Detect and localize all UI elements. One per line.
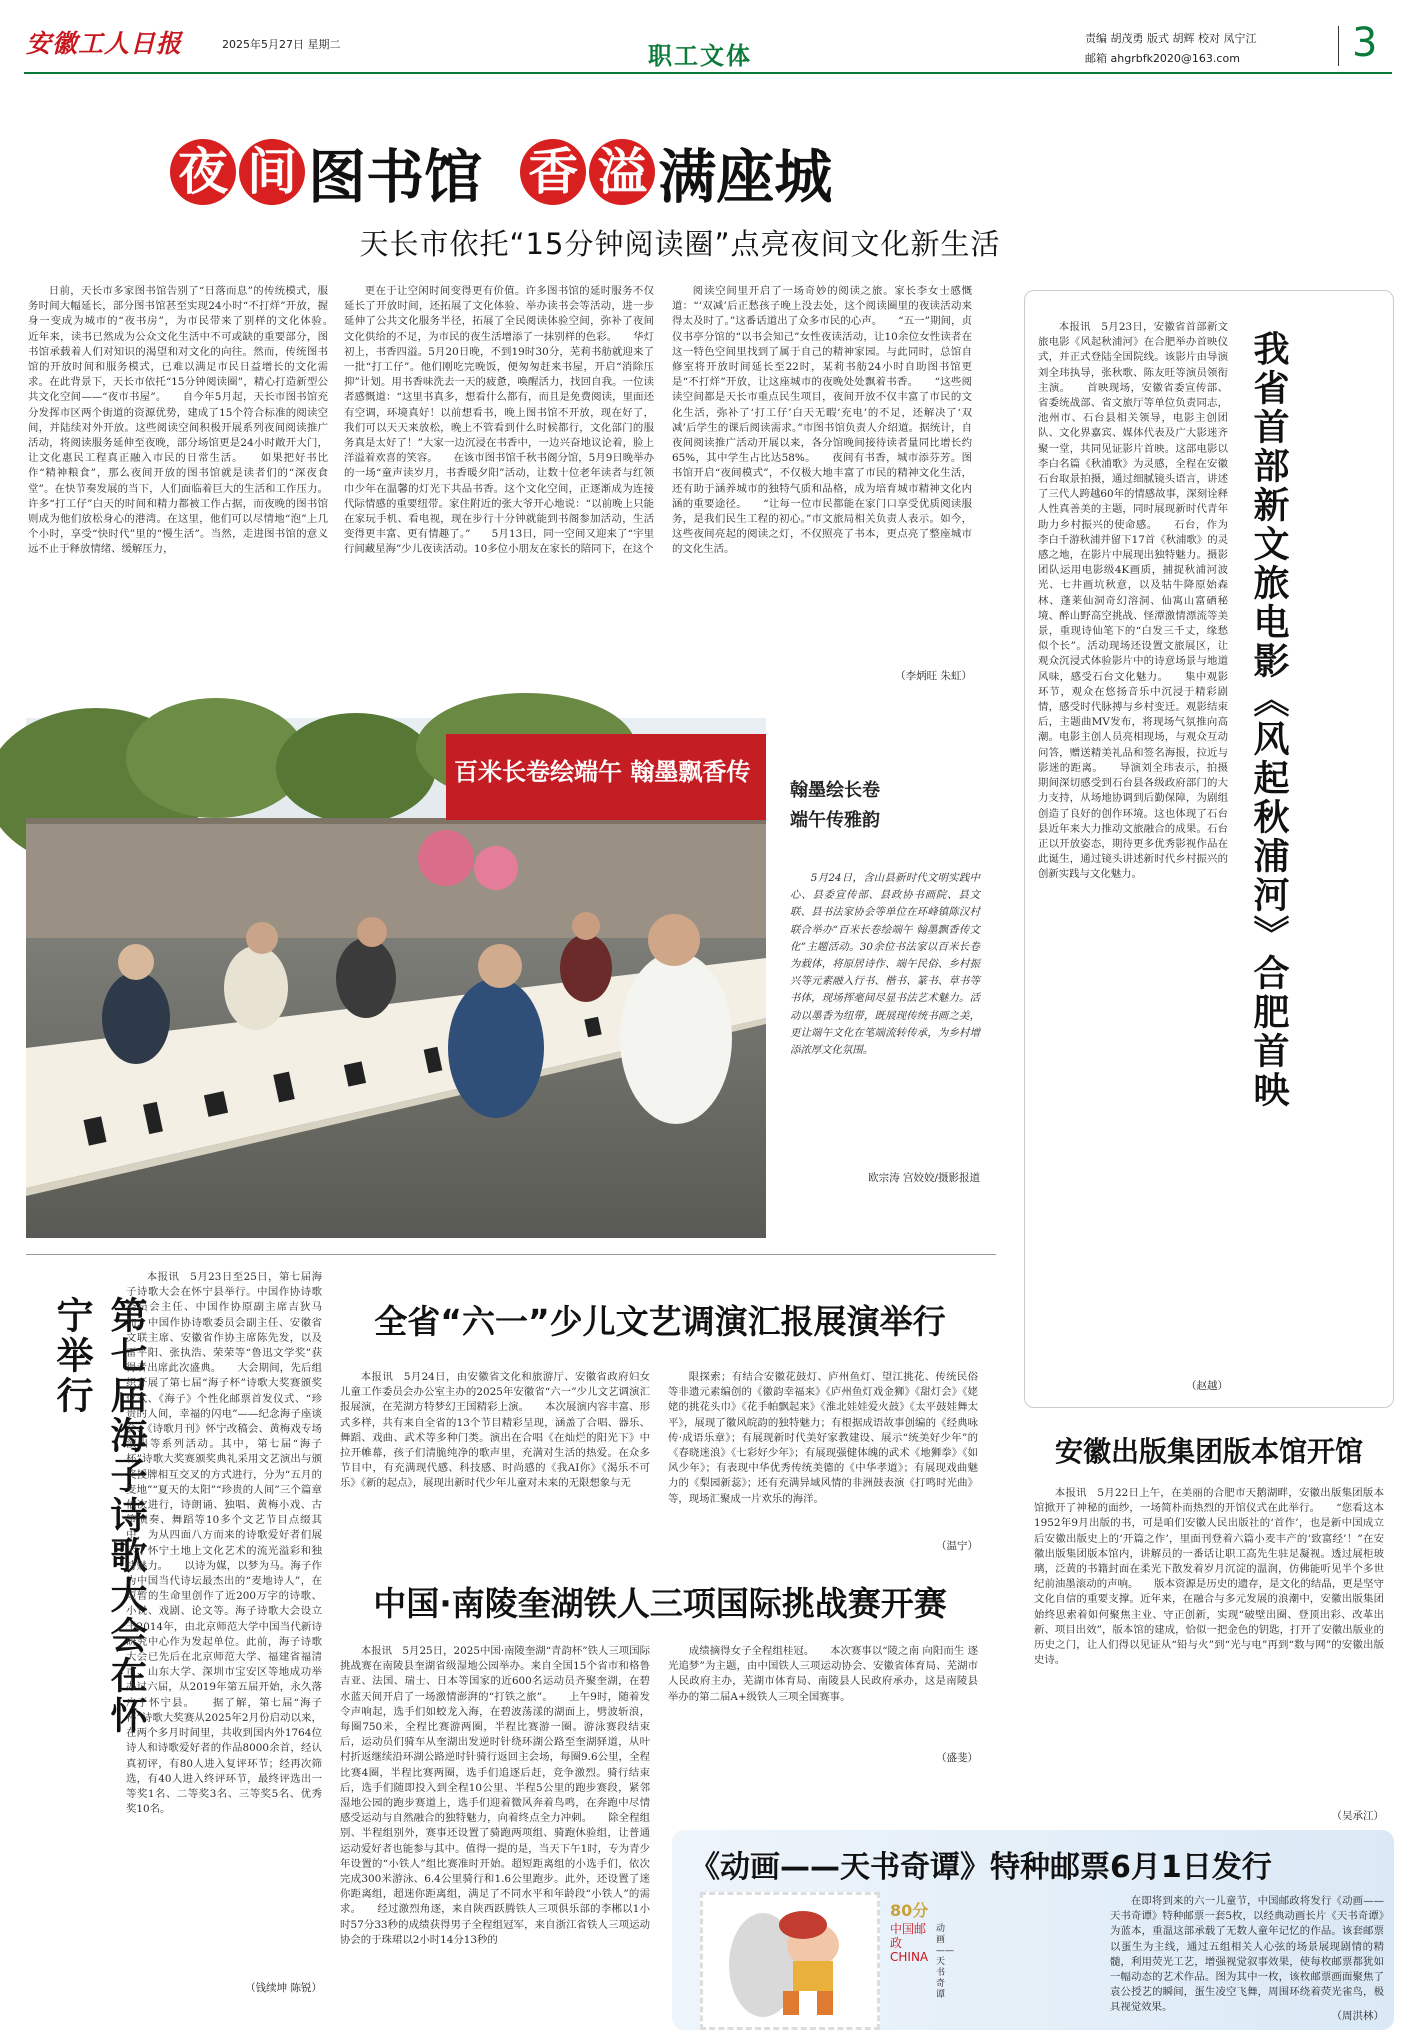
photo-banner-text: 百米长卷绘端午 翰墨飘香传 [454,758,751,786]
headline-circle-char: 溢 [589,139,655,205]
issue-date: 2025年5月27日 星期二 [222,38,341,51]
poetry-body: 本报讯 5月23日至25日，第七届海子诗歌大会在怀宁县举行。中国作协诗歌委员会主任、中国作协原副主席吉狄马加，中国作协诗歌委员会副主任、安徽省文联主席、安徽省作协主席陈先发，以及雷平阳、张执浩、荣荣等“鲁迅文学奖”获得者出席此次盛典。 大会期间，先后组织开展了第七届“海子杯”诗歌大奖赛颁奖仪式、《海子》个性化邮票首发仪式、“珍贵的人间，幸福的闪电”——纪念海子座谈会、《诗歌月刊》怀宁改稿会、黄梅戏专场演出等系列活动。其中，第七届“海子杯”诗歌大奖赛颁奖典礼采用文艺演出与颁奖授牌相互交叉的方式进行，分为“五月的麦地”“夏天的太阳”“珍贵的人间”三个篇章依次进行，诗朗诵、独唱、黄梅小戏、古筝演奏、舞蹈等10多个文艺节目点缀其中，为从四面八方而来的诗歌爱好者们展示了怀宁土地上文化艺术的流光溢彩和独特魅力。 以诗为媒，以梦为马。海子作为中国当代诗坛最杰出的“麦地诗人”，在短暂的生命里创作了近200万字的诗歌、小说、戏剧、论文等。海子诗歌大会设立于2014年，由北京师范大学中国当代新诗研究中心作为发起单位。此前，海子诗歌大会已先后在北京师范大学、福建省福清市、山东大学、深圳市宝安区等地成功举办过六届，从2019年第五届开始，永久落户于怀宁县。 据了解，第七届“海子杯”诗歌大奖赛从2025年2月份启动以来，在两个多月时间里，共收到国内外1764位诗人和诗歌爱好者的作品8000余首，经认真初评，有80人进入复评环节；经再次筛选，有40人进入终评环节，最终评选出一等奖1名、二等奖3名、三等奖5名、优秀奖10名。 [126,1271,322,1816]
lead-column-1: 日前，天长市多家图书馆告别了“日落而息”的传统模式，服务时间大幅延长，部分图书馆甚至实现24小时“不打烊”开放，握身一变成为城市的“夜书房”，为市民带来了别样的文化体验。 近年来，读书已然成为公众文化生活中不可或缺的重要部分，图书馆承载着人们对知识的渴望和对文化的向往。然而，传统图书馆的开放时间和服务模式，已难以满足市民日益增长的文化需求。在此背景下，天长市依托“15分钟阅读圈”，精心打造新型公共文化空间——“夜市书屋”。 自今年5月起，天长市图书馆充分发挥市区两个街道的资源优势，建成了15个符合标准的阅读空间，并陆续对外开放。这些阅读空间积极开展系列夜间阅读推广活动，将阅读服务延伸至夜晚，部分场馆更是24小时敞开大门，让文化惠民工程真正融入市民的日常生活。 如果把好书比作“精神粮食”，那么夜间开放的图书馆就是读者们的“深夜食堂”。在快节奏发展的当下，人们面临着巨大的生活和工作压力。许多“打工仔”白天的时间和精力都被工作占据，而夜晚的图书馆则成为他们放松身心的港湾。在这里，他们可以尽情地“泡”上几个小时，享受“快时代”里的“慢生活”。当然，走进图书馆的意义远不止于释放情绪、缓解压力， [28,285,349,556]
stamp-art [703,1895,877,2027]
masthead-logo: 安徽工人日报 [26,29,183,58]
triathlon-column-2: 成绩摘得女子全程组桂冠。 本次赛事以“陵之南 向阳而生 逐光追梦”为主题，由中国铁人三项运动协会、安徽省体育局、芜湖市人民政府主办，芜湖市体育局、南陵县人民政府承办，这是南陵县举办的第二届A+级铁人三项全国赛事。 [668,1645,978,1703]
children-title: 全省“六一”少儿文艺调演汇报展演举行 [374,1302,946,1341]
stamp-title: 《动画——天书奇谭》特种邮票6月1日发行 [690,1850,1272,1885]
page-number: 3 [1352,20,1378,66]
film-body: 本报讯 5月23日，安徽省首部新文旅电影《风起秋浦河》在合肥举办首映仪式，并正式登陆全国院线。该影片由导演刘全玮执导，张秋歌、陈友旺等演员领衔主演。 首映现场，安徽省委宣传部、省委统战部、省文旅厅等单位负责同志，池州市、石台县相关领导，电影主创团队、文化界嘉宾、媒体代表及广大影迷齐聚一堂，共同见证影片首映。这部电影以李白名篇《秋浦歌》为灵感，全程在安徽石台取景拍摄，通过细腻镜头语言，讲述了三代人跨越60年的情感故事，深刻诠释人性真善美的主题，同时展现新时代青年助力乡村振兴的使命感。 石台，作为李白千游秋浦并留下17首《秋浦歌》的灵感之地，在影片中展现出独特魅力。摄影团队运用电影级4K画质，捕捉秋浦河波光、七井画坑秋意，以及牯牛降原始森林、蓬莱仙洞奇幻溶洞、仙寓山富硒秘境、醉山野高空挑战、怪潭激情漂流等美景，重现诗仙笔下的“白发三千丈，缘愁似个长”。活动现场还设置文旅展区，让观众沉浸式体验影片中的诗意场景与地道风味，感受石台文化魅力。 集中观影环节，观众在悠扬音乐中沉浸于精彩剧情，感受时代脉搏与乡村变迁。观影结束后，主题曲MV发布，将现场气氛推向高潮。电影主创人员亮相现场，与观众互动问答，赠送精美礼品和签名海报，拉近与影迷的距离。 导演刘全玮表示，拍摄期间深切感受到石台县各级政府部门的大力支持，从场地协调到后勤保障，为剧组创造了良好的创作环境。这也体现了石台县近年来大力推动文旅融合的成果。石台正以开放姿态，期待更多优秀影视作品在此诞生，通过镜头讲述新时代乡村振兴的创新实践与文化魅力。 [1038,321,1228,881]
lead-column-3: 阅读空间里开启了一场奇妙的阅读之旅。家长李女士感慨道：“‘双减’后正愁孩子晚上没去处，这个阅读圈里的夜读活动来得太及时了。”这番话道出了众多市民的心声。 “五一”期间，贞仪书亭分馆的“以书会知己”女性夜读活动，让10余位女性读者在这一特色空间里找到了属于自己的精神家园。与此同时，总馆自修室将开放时间延长至22时，某莉书舫24小时自助图书馆更是“不打烊”开放，让这座城市的夜晚处处飘着书香。 “这些阅读空间都是天长市重点民生项目，夜间开放不仅丰富了市民的文化生活，弥补了‘打工仔’白天无暇‘充电’的不足，还解决了‘双减’后学生的课后阅读需求。”市图书馆负责人介绍道。据统计，自夜间阅读推广活动开展以来，各分馆晚间接待读者量同比增长约65%，其中学生占比达58%。 夜间有书香，城市添芬芳。图书馆开启“夜间模式”，不仅极大地丰富了市民的精神文化生活，还有助于涵养城市的独特气质和品格，成为培育城市精神文化内涵的重要途径。 “让每一位市民都能在家门口享受优质阅读服务，是我们民生工程的初心。”市文旅局相关负责人表示。如今，这些夜间亮起的阅读之灯，不仅照亮了书本，更点亮了整座城市的文化生活。 [672,285,972,556]
publishing-byline: （吴承江） [1331,1810,1384,1822]
calligraphy-photo-art [26,718,766,1238]
children-column-1: 本报讯 5月24日，由安徽省文化和旅游厅、安徽省政府妇女儿童工作委员会办公室主办的2025年安徽省“六一”少儿文艺调演汇报展演，在芜湖方特梦幻王国精彩上演。 本次展演内容丰富、形式多样，共有来自全省的13个节目精彩呈现，涵盖了合唱、器乐、舞蹈、戏曲、武术等多种门类。演出在合唱《在灿烂的阳光下》中拉开帷幕，孩子们清脆纯净的歌声里，充满对生活的热爱。在众多节目中，有充满现代感、科技感、时尚感的《我AI你》《渴乐不可乐》《新的起点》，展现出新时代少年儿童对未来的无限想象与无 [340,1371,650,1490]
lead-subtitle: 天长市依托“15分钟阅读圈”点亮夜间文化新生活 [359,227,1001,261]
stamp-country: 中国邮政 CHINA [890,1922,929,1964]
headline-text: 满座城 [658,143,833,211]
lead-headline [170,130,1270,214]
publishing-body: 本报讯 5月22日上午，在美丽的合肥市天鹅湖畔，安徽出版集团版本馆掀开了神秘的面纱，一场简朴而热烈的开馆仪式在此举行。 “您看这本1952年9月出版的书，可是咱们安徽人民出版社的‘首作’，也是新中国成立后安徽出版史上的‘开篇之作’，里面刊登着六篇小麦丰产的‘致富经’！”在安徽出版集团版本馆内，讲解员的一番话让职工高先生驻足凝视。透过展柜玻璃，泛黄的书籍封面在柔光下散发着岁月沉淀的温润，仿佛能听见半个多世纪前油墨滚动的声响。 版本资源是历史的遗存，是文化的结晶，更是坚守文化自信的重要支撑。近年来，在融合与多元发展的浪潮中，安徽出版集团始终思索着如何聚焦主业、守正创新，实现“破壁出圈、登顶出彩、改革出新、项目出效”，版本馆的建成，恰似一把金色的钥匙，打开了安徽出版业的历史之门，让人们得以见证从“铅与火”到“光与电”再到“数与网”的安徽出版史诗。 [1034,1487,1384,1667]
headline-circle-char: 香 [520,139,586,205]
photo-story-caption: 5月24日，含山县新时代文明实践中心、县委宣传部、县政协书画院、县文联、县书法家协会等单位在环峰镇陈汉村联合举办“百米长卷绘端午 翰墨飘香传文化”主题活动。30余位书法家以百米长卷为载体，将原居诗作、端午民俗、乡村振兴等元素融入行书、楷书、篆书、草书等书体，现场挥毫间尽显书法艺术魅力。活动以墨香为纽带，既展现传统书画之美，更让端午文化在笔端流转传承，为乡村增添浓厚文化氛围。 [790,872,980,1057]
publishing-title: 安徽出版集团版本馆开馆 [1054,1435,1363,1468]
photo-story-credit: 欧宗涛 宫姣姣/摄影报道 [868,1172,980,1184]
film-byline: （赵越） [1186,1380,1228,1392]
children-column-2: 限探索；有结合安徽花鼓灯、庐州鱼灯、望江挑花、传统民俗等非遗元素编创的《徽韵幸福来》《庐州鱼灯戏金狮》《甜灯会》《姥姥的挑花头巾》《花手帕飘起来》《淮北娃娃爱火鼓》《太平鼓娃舞太平》，展现了徽风皖韵的独特魅力；有根据成语故事创编的《经典咏传·成语乐章》；有展现新时代美好家教建设、展示“统美好少年”的《春晓迷浪》《七彩好少年》；有展现强健体魄的武术《地狮拳》《如风少年》；有表现中华优秀传统美德的《中华孝道》；有展现戏曲魅力的《梨园新蕊》；还有充满异域风情的非洲鼓表演《打鸣时光曲》等，现场汇聚成一片欢乐的海洋。 [668,1371,978,1505]
photo-story-title-1: 翰墨绘长卷 [790,780,880,801]
stamp-byline: （周洪林） [1331,2010,1384,2022]
triathlon-title: 中国·南陵奎湖铁人三项国际挑战赛开赛 [373,1584,947,1623]
page-number-divider [1338,26,1339,66]
lead-column-2: 更在于让空闲时间变得更有价值。许多图书馆的延时服务不仅延长了开放时间，还拓展了文化体验、举办读书会等活动，进一步延伸了公共文化服务半径，拓展了全民阅读体验空间，弥补了夜间文化供给的不足，为市民的夜生活增添了一抹别样的色彩。 华灯初上，书香四溢。5月20日晚，不到19时30分，芜莉书舫就迎来了一批“打工仔”。他们刚吃完晚饭，便匆匆赶来书屋，开启“消除压抑”计划。用书香味洗去一天的疲惫，唤醒活力，找回自我。一位读者感慨道：“这里书真多，想看什么都有，而且是免费阅读，里面还有空调，环境真好！以前想看书，晚上图书馆不开放，现在好了，我们可以天天来放松，晚上不管看到什么时候都行，文化部门的服务真是太好了！”大家一边沉浸在书香中，一边兴奋地议论着，脸上洋溢着欢喜的笑容。 在该市图书馆千秋书阁分馆，5月9日晚举办的一场“童声读岁月，书香暖夕阳”活动，让数十位老年读者与红领巾少年在温馨的灯光下共品书香。这个文化空间，正逐渐成为连接代际情感的重要纽带。家住附近的张大爷开心地说：“以前晚上只能在家玩手机、看电视，现在步行十分钟就能到书阁参加活动，生活变得更丰富、更有情趣了。” 5月13日，同一空间又迎来了“宇里行间藏星海”少儿夜读活动。10多位小朋友在家长的陪同下，在这个 [344,285,654,556]
children-byline: （温宁） [936,1540,978,1552]
triathlon-byline: （盛斐） [936,1752,978,1764]
email-line: 邮箱 ahgrbfk2020@163.com [1085,52,1240,65]
stamp-caption: 动画——天书奇谭 [936,1924,954,2000]
headline-circle-char: 夜 [170,139,236,205]
editor-line: 责编 胡茂勇 版式 胡辉 校对 凤宁江 [1085,32,1257,45]
stamp-body: 在即将到来的六一儿童节，中国邮政将发行《动画——天书奇谭》特种邮票一套5枚，以经典动画长片《天书奇谭》为蓝本，重温这部承载了无数人童年记忆的作品。该套邮票以蛋生为主线，通过五组相关人心弦的场景展现剧情的精髓，利用荧光工艺，增强视觉叙事效果，使每枚邮票都犹如一幅动态的艺术作品。图为其中一枚，该枚邮票画面聚焦了袁公授艺的瞬间，蛋生凌空飞舞，周围环绕着荧光雀鸟，极具视觉效果。 [1110,1895,1384,2014]
masthead-rule [24,72,1392,74]
headline-text: 图书馆 [308,143,483,211]
film-title: 我省首部新文旅电影《风起秋浦河》合肥首映 [1248,330,1289,1110]
photo-story-title-2: 端午传雅韵 [790,810,880,831]
section-rule [26,1254,996,1255]
lead-byline: （李炳旺 朱虹） [895,670,972,682]
poetry-title: 第七届海子诗歌大会在怀宁举行 [50,1296,147,1736]
stamp-image [700,1892,880,2030]
stamp-value: 80分 [890,1901,929,1920]
section-name: 职工文体 [648,42,752,70]
poetry-byline: （钱续坤 陈锐） [245,1982,322,1994]
triathlon-column-1: 本报讯 5月25日，2025中国·南陵奎湖“青韵杯”铁人三项国际挑战赛在南陵县奎湖省级湿地公园举办。来自全国15个省市和格鲁吉亚、法国、瑞士、日本等国家的近600名运动员齐聚奎湖，在碧水蓝天间开启了一场激情澎湃的“打铁之旅”。 上午9时，随着发令声响起，选手们如蛟龙入海，在碧波荡漾的湖面上，劈波斩浪，每圈750米，全程比赛游两圈，半程比赛游一圈。游泳赛段结束后，运动员们骑车从奎湖出发逆时针绕环湖公路至奎湖驿道，从叶村折返继续沿环湖公路逆时针骑行返回主会场，每圈9.6公里，全程比赛4圈，半程比赛两圈，选手们追逐后赶，竞争激烈。骑行结束后，选手们随即投入到全程10公里、半程5公里的跑步赛段，紧邻湿地公园的跑步赛道上，选手们迎着微风奔着鸟鸣，在奔跑中尽情感受运动与自然融合的独特魅力，向着终点全力冲刺。 除全程组别、半程组别外，赛事还设置了骑跑两项组、骑跑休验组，让普通运动爱好者也能参与其中。值得一提的是，当天下午1时，专为青少年设置的“小铁人”组比赛准时开始。超短距离组的小选手们，依次完成300米游泳、6.4公里骑行和1.6公里跑步。此外，还设置了迷你距离组，超迷你距离组，满足了不同水平和年龄段“小铁人”的需求。 经过激烈角逐，来自陕西跃腾铁人三项俱乐部的李郴以1小时57分33秒的成绩获得男子全程组冠军，来自浙江省铁人三项运动协会的于珠珺以2小时14分13秒的 [340,1645,650,1946]
calligraphy-photo [26,718,766,1238]
headline-circle-char: 间 [239,139,305,205]
